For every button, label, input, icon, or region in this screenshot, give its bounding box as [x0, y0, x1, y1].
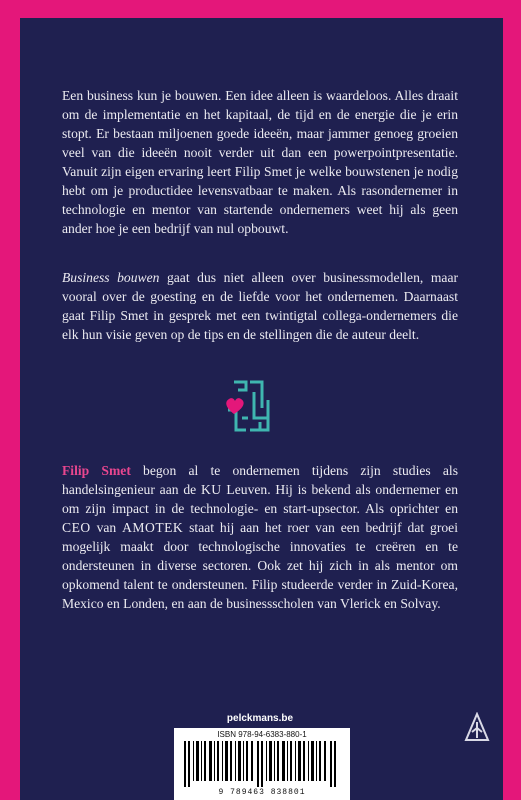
bio-text-1: begon al te ondernemen tijdens zijn studies als handelsingenieur aan de	[62, 463, 458, 497]
barcode-number: 9 789463 838801	[218, 788, 306, 797]
author-name: Filip Smet	[62, 463, 131, 478]
book-title: Business bouwen	[62, 270, 160, 285]
author-bio	[62, 461, 458, 613]
heart-maze-icon	[220, 378, 276, 434]
bio-text-2: Leuven. Hij is bekend als ondernemer en om zijn impact in de technologie- en start-upsector. Als oprichter en	[62, 482, 458, 516]
bio-text-4: staat hij aan het roer van een bedrijf dat groei mogelijk maakt door technologische innovaties te creëren en te ondersteunen in diverse sectoren. Ook zet hij zich in als mentor om opkomend talent te ondersteunen. Filip studeerde verder in Zuid-Korea, Mexico en Londen, en aan de businessscholen van Vlerick en Solvay.	[62, 520, 458, 611]
blurb-paragraph-1: Een business kun je bouwen. Een idee alleen is waardeloos. Alles draait om de implementatie en het kapitaal, de tijd en de energie die je erin stopt. Er bestaan miljoenen goede ideeën, maar jammer genoeg groeien veel van die ideeën nooit verder uit dan een powerpointpresentatie. Vanuit zijn eigen ervaring leert Filip Smet je welke bouwstenen je nodig hebt om je productidee levensvatbaar te maken. Als rasondernemer in technologie en mentor van startende ondernemers weet hij als geen ander hoe je een bedrijf van nul opbouwt.	[62, 88, 458, 236]
bio-ceo: CEO	[62, 520, 91, 535]
barcode	[174, 728, 350, 800]
blurb-paragraph-2-text: gaat dus niet alleen over businessmodellen, maar vooral over de goesting en de liefde voor het ondernemen. Daarnaast gaat Filip Smet in gesprek met een twintigtal collega-ondernemers die elk hun visie geven op de tips en de stellingen die de auteur deelt.	[62, 270, 458, 342]
barcode-bars	[180, 741, 344, 787]
publisher-url: pelckmans.be	[226, 713, 294, 724]
isbn-label: ISBN 978-94-6383-880-1	[217, 730, 307, 739]
bio-amotek: AMOTEK	[122, 520, 184, 535]
blurb-paragraph-2	[62, 268, 458, 344]
bio-ku: KU	[200, 482, 222, 497]
fsc-tree-icon	[462, 712, 492, 742]
bio-text-3: van	[90, 520, 123, 535]
